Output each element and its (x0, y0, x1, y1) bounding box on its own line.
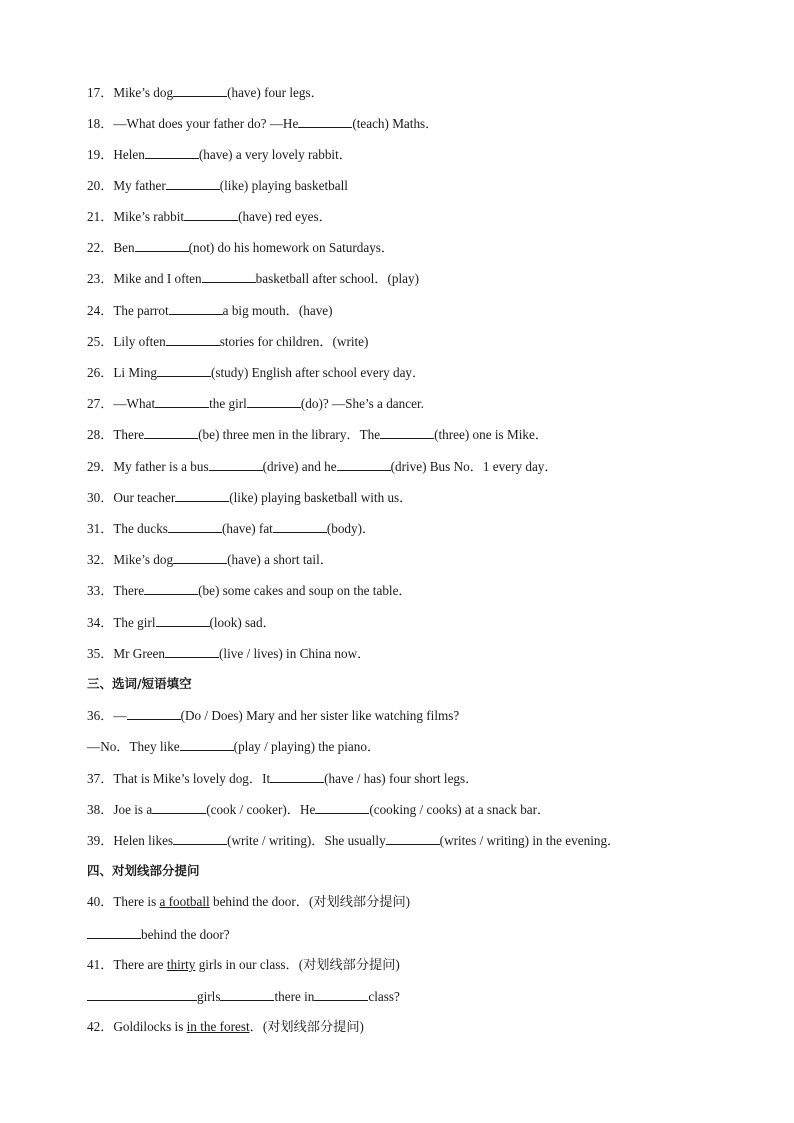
answer-blank[interactable] (180, 737, 234, 751)
answer-blank[interactable] (298, 114, 352, 128)
question-text: 32．Mike’s dog (87, 552, 174, 567)
question-17 (87, 83, 324, 102)
question-text: girls (197, 989, 221, 1004)
answer-blank[interactable] (144, 425, 198, 439)
question-35 (87, 644, 370, 663)
question-text: 25．Lily often (87, 334, 166, 349)
answer-blank[interactable] (247, 394, 301, 408)
question-37 (87, 769, 478, 788)
question-text: behind the door．(对划线部分提问) (209, 894, 411, 909)
underlined-part: in the forest (186, 1019, 250, 1034)
question-text: (be) some cakes and soup on the table． (198, 583, 412, 598)
question-text: 41．There are (87, 957, 167, 972)
question-text: (have) a short tail． (227, 552, 333, 567)
question-36-reply (87, 737, 380, 756)
question-text: (live / lives) in China now． (219, 646, 371, 661)
answer-blank[interactable] (166, 176, 220, 190)
question-text: (body)． (326, 521, 376, 536)
question-text: (be) three men in the library．The (198, 427, 381, 442)
question-29 (87, 457, 558, 476)
question-39 (87, 831, 620, 850)
question-41-answer (87, 987, 400, 1006)
question-text: 42．Goldilocks is (87, 1019, 187, 1034)
answer-blank[interactable] (209, 457, 263, 471)
question-36 (87, 706, 459, 725)
question-text: 38．Joe is a (87, 802, 153, 817)
question-text: (look) sad． (209, 615, 276, 630)
question-21 (87, 207, 332, 226)
answer-blank[interactable] (127, 706, 181, 720)
question-text: (have) a very lovely rabbit． (198, 147, 352, 162)
question-32 (87, 550, 333, 569)
answer-blank[interactable] (380, 425, 434, 439)
answer-blank[interactable] (184, 207, 238, 221)
question-text: 31．The ducks (87, 521, 168, 536)
question-text: (Do / Does) Mary and her sister like watching films? (180, 708, 460, 723)
question-20 (87, 176, 348, 195)
question-31 (87, 519, 375, 538)
question-text: (three) one is Mike． (434, 427, 549, 442)
answer-blank[interactable] (152, 800, 206, 814)
question-text: 27．—What (87, 396, 156, 411)
question-text: 19．Helen (87, 147, 145, 162)
underlined-part: thirty (166, 957, 196, 972)
question-41 (87, 956, 400, 974)
answer-blank[interactable] (87, 925, 141, 939)
question-22 (87, 238, 394, 257)
question-text: 35．Mr Green (87, 646, 166, 661)
answer-blank[interactable] (173, 831, 227, 845)
question-text: behind the door? (141, 927, 230, 942)
question-text: 40．There is (87, 894, 160, 909)
question-text: the girl (209, 396, 247, 411)
answer-blank[interactable] (386, 831, 440, 845)
answer-blank[interactable] (315, 800, 369, 814)
question-text: a big mouth．(have) (222, 303, 333, 318)
question-text: (drive) and he (262, 459, 337, 474)
question-text: 33．There (87, 583, 145, 598)
answer-blank[interactable] (144, 581, 198, 595)
question-27 (87, 394, 424, 413)
question-26 (87, 363, 425, 382)
question-text: 22．Ben (87, 240, 135, 255)
question-40-answer (87, 925, 230, 944)
question-text: (teach) Maths． (352, 116, 439, 131)
question-text: ．(对划线部分提问) (249, 1019, 364, 1034)
answer-blank[interactable] (337, 457, 391, 471)
answer-blank[interactable] (135, 238, 189, 252)
question-text: basketball after school．(play) (255, 271, 419, 286)
question-42 (87, 1018, 364, 1036)
question-text: (do)? —She’s a dancer. (300, 396, 424, 411)
question-text: (like) playing basketball with us． (229, 490, 413, 505)
answer-blank[interactable] (155, 394, 209, 408)
section-heading-4: 四、对划线部分提问 (87, 863, 200, 878)
question-23 (87, 269, 419, 288)
question-text: stories for children．(write) (219, 334, 369, 349)
question-text: (have / has) four short legs． (324, 771, 479, 786)
question-text: (study) English after school every day． (210, 365, 426, 380)
question-34 (87, 613, 276, 632)
answer-blank[interactable] (175, 488, 229, 502)
question-text: 34．The girl (87, 615, 156, 630)
answer-blank[interactable] (173, 83, 227, 97)
answer-blank[interactable] (220, 987, 274, 1001)
question-24 (87, 301, 333, 320)
answer-blank[interactable] (165, 644, 219, 658)
answer-blank[interactable] (166, 332, 220, 346)
answer-blank[interactable] (314, 987, 368, 1001)
question-text: 36．— (87, 708, 127, 723)
question-33 (87, 581, 412, 600)
question-38 (87, 800, 550, 819)
answer-blank[interactable] (169, 301, 223, 315)
question-text: (writes / writing) in the evening． (439, 833, 621, 848)
question-text: (not) do his homework on Saturdays． (188, 240, 395, 255)
answer-blank[interactable] (156, 613, 210, 627)
section-heading-3: 三、选词/短语填空 (87, 676, 192, 691)
question-text: 21．Mike’s rabbit (87, 209, 185, 224)
question-text: (write / writing)．She usually (227, 833, 386, 848)
question-text: 18．—What does your father do? —He (87, 116, 299, 131)
question-text: (drive) Bus No．1 every day． (390, 459, 558, 474)
answer-blank[interactable] (157, 363, 211, 377)
question-19 (87, 145, 352, 164)
question-text: 29．My father is a bus (87, 459, 209, 474)
answer-blank[interactable] (273, 519, 327, 533)
question-text: (have) red eyes． (238, 209, 332, 224)
question-text: (cooking / cooks) at a snack bar． (369, 802, 551, 817)
question-25 (87, 332, 368, 351)
question-text: 37．That is Mike’s lovely dog．It (87, 771, 271, 786)
answer-blank[interactable] (173, 550, 227, 564)
question-text: 17．Mike’s dog (87, 85, 174, 100)
question-text: (like) playing basketball (219, 178, 348, 193)
question-text: 20．My father (87, 178, 166, 193)
question-30 (87, 488, 412, 507)
question-text: 24．The parrot (87, 303, 169, 318)
answer-blank[interactable] (87, 987, 197, 1001)
question-text: (have) fat (221, 521, 273, 536)
question-text: (have) four legs． (227, 85, 324, 100)
question-text: class? (368, 989, 400, 1004)
question-text: 30．Our teacher (87, 490, 176, 505)
question-40 (87, 893, 410, 911)
question-text: 26．Li Ming (87, 365, 157, 380)
question-text: 39．Helen likes (87, 833, 174, 848)
answer-blank[interactable] (202, 269, 256, 283)
question-text: 28．There (87, 427, 145, 442)
underlined-part: a football (159, 894, 210, 909)
question-text: girls in our class．(对划线部分提问) (195, 957, 400, 972)
question-text: —No．They like (87, 739, 180, 754)
question-18 (87, 114, 438, 133)
question-text: there in (274, 989, 315, 1004)
answer-blank[interactable] (168, 519, 222, 533)
answer-blank[interactable] (270, 769, 324, 783)
question-28 (87, 425, 548, 444)
question-text: 23．Mike and I often (87, 271, 202, 286)
answer-blank[interactable] (145, 145, 199, 159)
question-text: (play / playing) the piano． (233, 739, 381, 754)
question-text: (cook / cooker)．He (206, 802, 316, 817)
